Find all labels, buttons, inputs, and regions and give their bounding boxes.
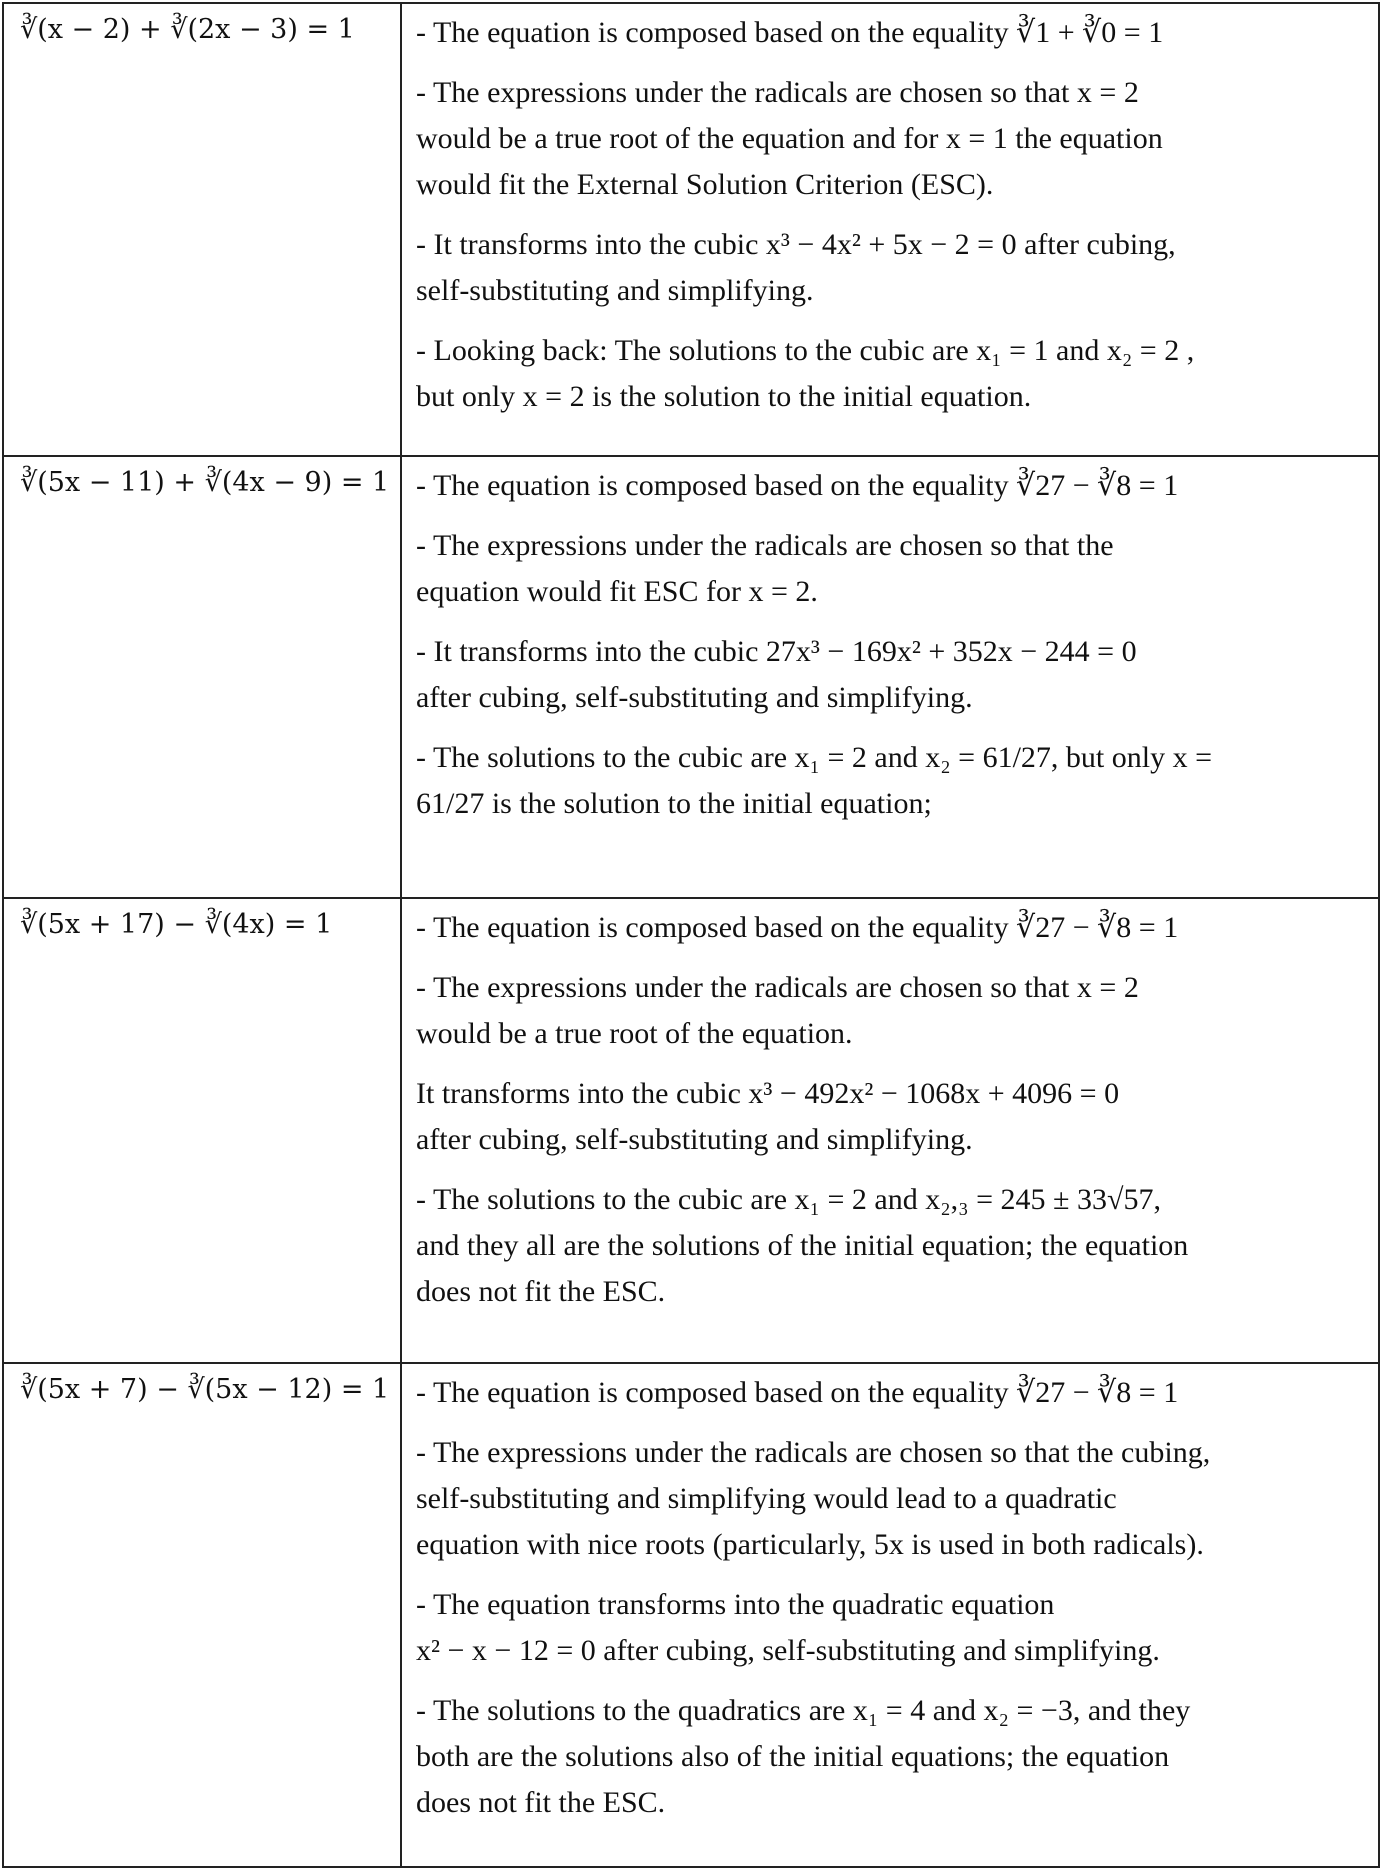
note-text: - The expressions under the radicals are chosen so that x = 2 would be a true root of the equation and for x = 1 the equation would fit the External Solution Criterion (ESC). bbox=[416, 76, 1163, 201]
note-text: - The equation is composed based on the equality ∛27 − ∛8 = 1 bbox=[416, 469, 1179, 502]
note-text: - The solutions to the quadratics are x₁ = 4 and x₂ = −3, and they both are the solutions also of the initial equations; the equation does not fit the ESC. bbox=[416, 1694, 1191, 1819]
equation-cell bbox=[3, 3, 401, 456]
equations-table bbox=[2, 2, 1380, 1868]
notes-cell bbox=[401, 1363, 1379, 1867]
table-row bbox=[3, 898, 1379, 1363]
document-page bbox=[2, 2, 1380, 1866]
note-text: - The expressions under the radicals are chosen so that the cubing, self-substituting and simplifying would lead to a quadratic equation with nice roots (particularly, 5x is used in both radicals). bbox=[416, 1436, 1211, 1561]
table-row bbox=[3, 456, 1379, 898]
note-text: - The equation is composed based on the equality ∛1 + ∛0 = 1 bbox=[416, 16, 1164, 49]
note-text: - It transforms into the cubic x³ − 4x² + 5x − 2 = 0 after cubing, self-substituting and simplifying. bbox=[416, 228, 1176, 307]
note-text: - The expressions under the radicals are chosen so that the equation would fit ESC for x = 2. bbox=[416, 529, 1114, 608]
table-row bbox=[3, 1363, 1379, 1867]
note-text: - The equation is composed based on the equality ∛27 − ∛8 = 1 bbox=[416, 1376, 1179, 1409]
note-text: - The solutions to the cubic are x₁ = 2 and x₂,₃ = 245 ± 33√57, and they all are the solutions of the initial equation; the equation does not fit the ESC. bbox=[416, 1183, 1189, 1308]
note-text: - Looking back: The solutions to the cubic are x₁ = 1 and x₂ = 2 , but only x = 2 is the solution to the initial equation. bbox=[416, 334, 1195, 413]
note-text: - It transforms into the cubic 27x³ − 169x² + 352x − 244 = 0 after cubing, self-substituting and simplifying. bbox=[416, 635, 1137, 714]
notes-cell bbox=[401, 3, 1379, 456]
equation-text: ∛(x − 2) + ∛(2x − 3) = 1 bbox=[20, 14, 355, 45]
notes-cell bbox=[401, 898, 1379, 1363]
note-text: - The equation transforms into the quadratic equation x² − x − 12 = 0 after cubing, self-substituting and simplifying. bbox=[416, 1588, 1160, 1667]
table-row bbox=[3, 3, 1379, 456]
equation-text: ∛(5x − 11) + ∛(4x − 9) = 1 bbox=[20, 467, 390, 498]
note-text: - The equation is composed based on the equality ∛27 − ∛8 = 1 bbox=[416, 911, 1179, 944]
equation-cell bbox=[3, 456, 401, 898]
equation-text: ∛(5x + 7) − ∛(5x − 12) = 1 bbox=[20, 1374, 390, 1405]
equation-cell bbox=[3, 1363, 401, 1867]
notes-cell bbox=[401, 456, 1379, 898]
note-text: It transforms into the cubic x³ − 492x² − 1068x + 4096 = 0 after cubing, self-substituting and simplifying. bbox=[416, 1077, 1120, 1156]
note-text: - The expressions under the radicals are chosen so that x = 2 would be a true root of the equation. bbox=[416, 971, 1139, 1050]
equation-text: ∛(5x + 17) − ∛(4x) = 1 bbox=[20, 909, 333, 940]
note-text: - The solutions to the cubic are x₁ = 2 and x₂ = 61/27, but only x = 61/27 is the solution to the initial equation; bbox=[416, 741, 1213, 820]
equation-cell bbox=[3, 898, 401, 1363]
